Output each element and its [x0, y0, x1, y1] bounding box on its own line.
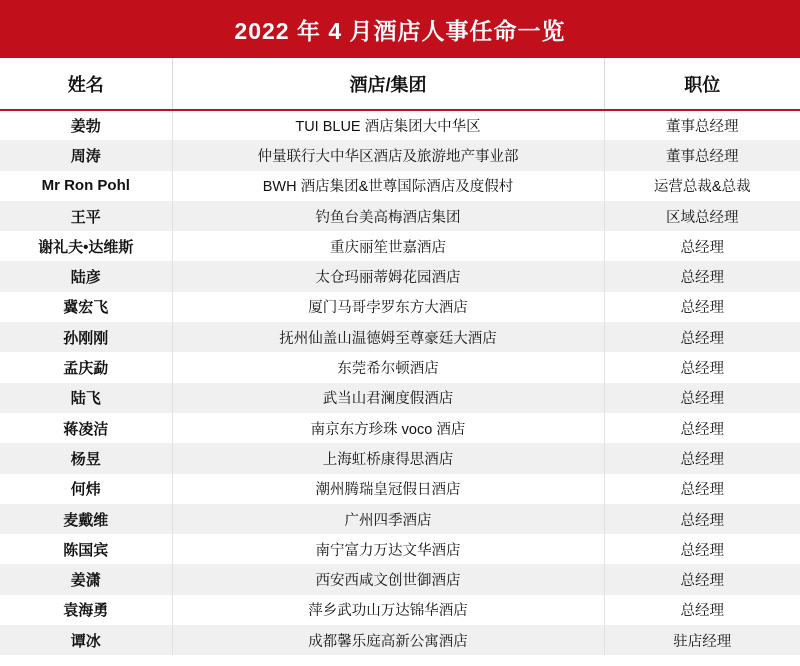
- cell-position: 驻店经理: [604, 625, 800, 655]
- column-header-position: 职位: [604, 58, 800, 110]
- cell-name: 谢礼夫•达维斯: [0, 231, 172, 261]
- cell-name: 袁海勇: [0, 595, 172, 625]
- cell-hotel: 厦门马哥孛罗东方大酒店: [172, 292, 604, 322]
- cell-hotel: 南京东方珍珠 voco 酒店: [172, 413, 604, 443]
- table-row: [0, 595, 800, 625]
- cell-position: 董事总经理: [604, 110, 800, 140]
- cell-position: 总经理: [604, 231, 800, 261]
- cell-hotel: 成都馨乐庭高新公寓酒店: [172, 625, 604, 655]
- table-row: [0, 201, 800, 231]
- table-row: [0, 383, 800, 413]
- table-row: [0, 474, 800, 504]
- cell-name: 周涛: [0, 140, 172, 170]
- table-row: [0, 322, 800, 352]
- cell-name: 孙刚刚: [0, 322, 172, 352]
- cell-hotel: 西安西咸文创世御酒店: [172, 564, 604, 594]
- cell-name: 何炜: [0, 474, 172, 504]
- appointments-table: [0, 58, 800, 655]
- table-header: [0, 58, 800, 110]
- table-row: [0, 443, 800, 473]
- cell-hotel: 萍乡武功山万达锦华酒店: [172, 595, 604, 625]
- cell-position: 总经理: [604, 504, 800, 534]
- cell-name: 蒋凌洁: [0, 413, 172, 443]
- cell-hotel: 广州四季酒店: [172, 504, 604, 534]
- cell-position: 总经理: [604, 534, 800, 564]
- cell-position: 总经理: [604, 322, 800, 352]
- table-row: [0, 110, 800, 140]
- cell-name: 王平: [0, 201, 172, 231]
- cell-name: 陈国宾: [0, 534, 172, 564]
- cell-name: 姜潇: [0, 564, 172, 594]
- table-row: [0, 231, 800, 261]
- table-row: [0, 564, 800, 594]
- cell-position: 董事总经理: [604, 140, 800, 170]
- table-row: [0, 534, 800, 564]
- table-header-row: [0, 58, 800, 110]
- table-row: [0, 413, 800, 443]
- cell-name: 陆飞: [0, 383, 172, 413]
- cell-position: 总经理: [604, 352, 800, 382]
- cell-hotel: 重庆丽笙世嘉酒店: [172, 231, 604, 261]
- cell-name: Mr Ron Pohl: [0, 171, 172, 201]
- cell-name: 麦戴维: [0, 504, 172, 534]
- cell-hotel: 仲量联行大中华区酒店及旅游地产事业部: [172, 140, 604, 170]
- cell-hotel: 潮州腾瑞皇冠假日酒店: [172, 474, 604, 504]
- cell-position: 总经理: [604, 261, 800, 291]
- cell-position: 总经理: [604, 413, 800, 443]
- column-header-name: 姓名: [0, 58, 172, 110]
- cell-position: 运营总裁&总裁: [604, 171, 800, 201]
- table-row: [0, 171, 800, 201]
- cell-name: 姜勃: [0, 110, 172, 140]
- table-row: [0, 292, 800, 322]
- cell-hotel: 东莞希尔顿酒店: [172, 352, 604, 382]
- cell-position: 总经理: [604, 474, 800, 504]
- table-row: [0, 352, 800, 382]
- cell-name: 杨昱: [0, 443, 172, 473]
- cell-position: 区域总经理: [604, 201, 800, 231]
- cell-name: 孟庆勐: [0, 352, 172, 382]
- column-header-hotel: 酒店/集团: [172, 58, 604, 110]
- cell-name: 冀宏飞: [0, 292, 172, 322]
- cell-name: 陆彦: [0, 261, 172, 291]
- cell-hotel: BWH 酒店集团&世尊国际酒店及度假村: [172, 171, 604, 201]
- cell-hotel: 上海虹桥康得思酒店: [172, 443, 604, 473]
- cell-position: 总经理: [604, 383, 800, 413]
- cell-hotel: 抚州仙盖山温德姆至尊豪廷大酒店: [172, 322, 604, 352]
- page-title: 2022 年 4 月酒店人事任命一览: [234, 17, 566, 44]
- table-row: [0, 261, 800, 291]
- cell-position: 总经理: [604, 564, 800, 594]
- cell-hotel: 太仓玛丽蒂姆花园酒店: [172, 261, 604, 291]
- cell-name: 谭冰: [0, 625, 172, 655]
- page-title-bar: [0, 0, 800, 58]
- cell-hotel: TUI BLUE 酒店集团大中华区: [172, 110, 604, 140]
- cell-position: 总经理: [604, 292, 800, 322]
- cell-hotel: 武当山君澜度假酒店: [172, 383, 604, 413]
- cell-hotel: 南宁富力万达文华酒店: [172, 534, 604, 564]
- cell-hotel: 钓鱼台美高梅酒店集团: [172, 201, 604, 231]
- table-body: [0, 110, 800, 655]
- cell-position: 总经理: [604, 443, 800, 473]
- table-row: [0, 625, 800, 655]
- cell-position: 总经理: [604, 595, 800, 625]
- table-row: [0, 504, 800, 534]
- table-row: [0, 140, 800, 170]
